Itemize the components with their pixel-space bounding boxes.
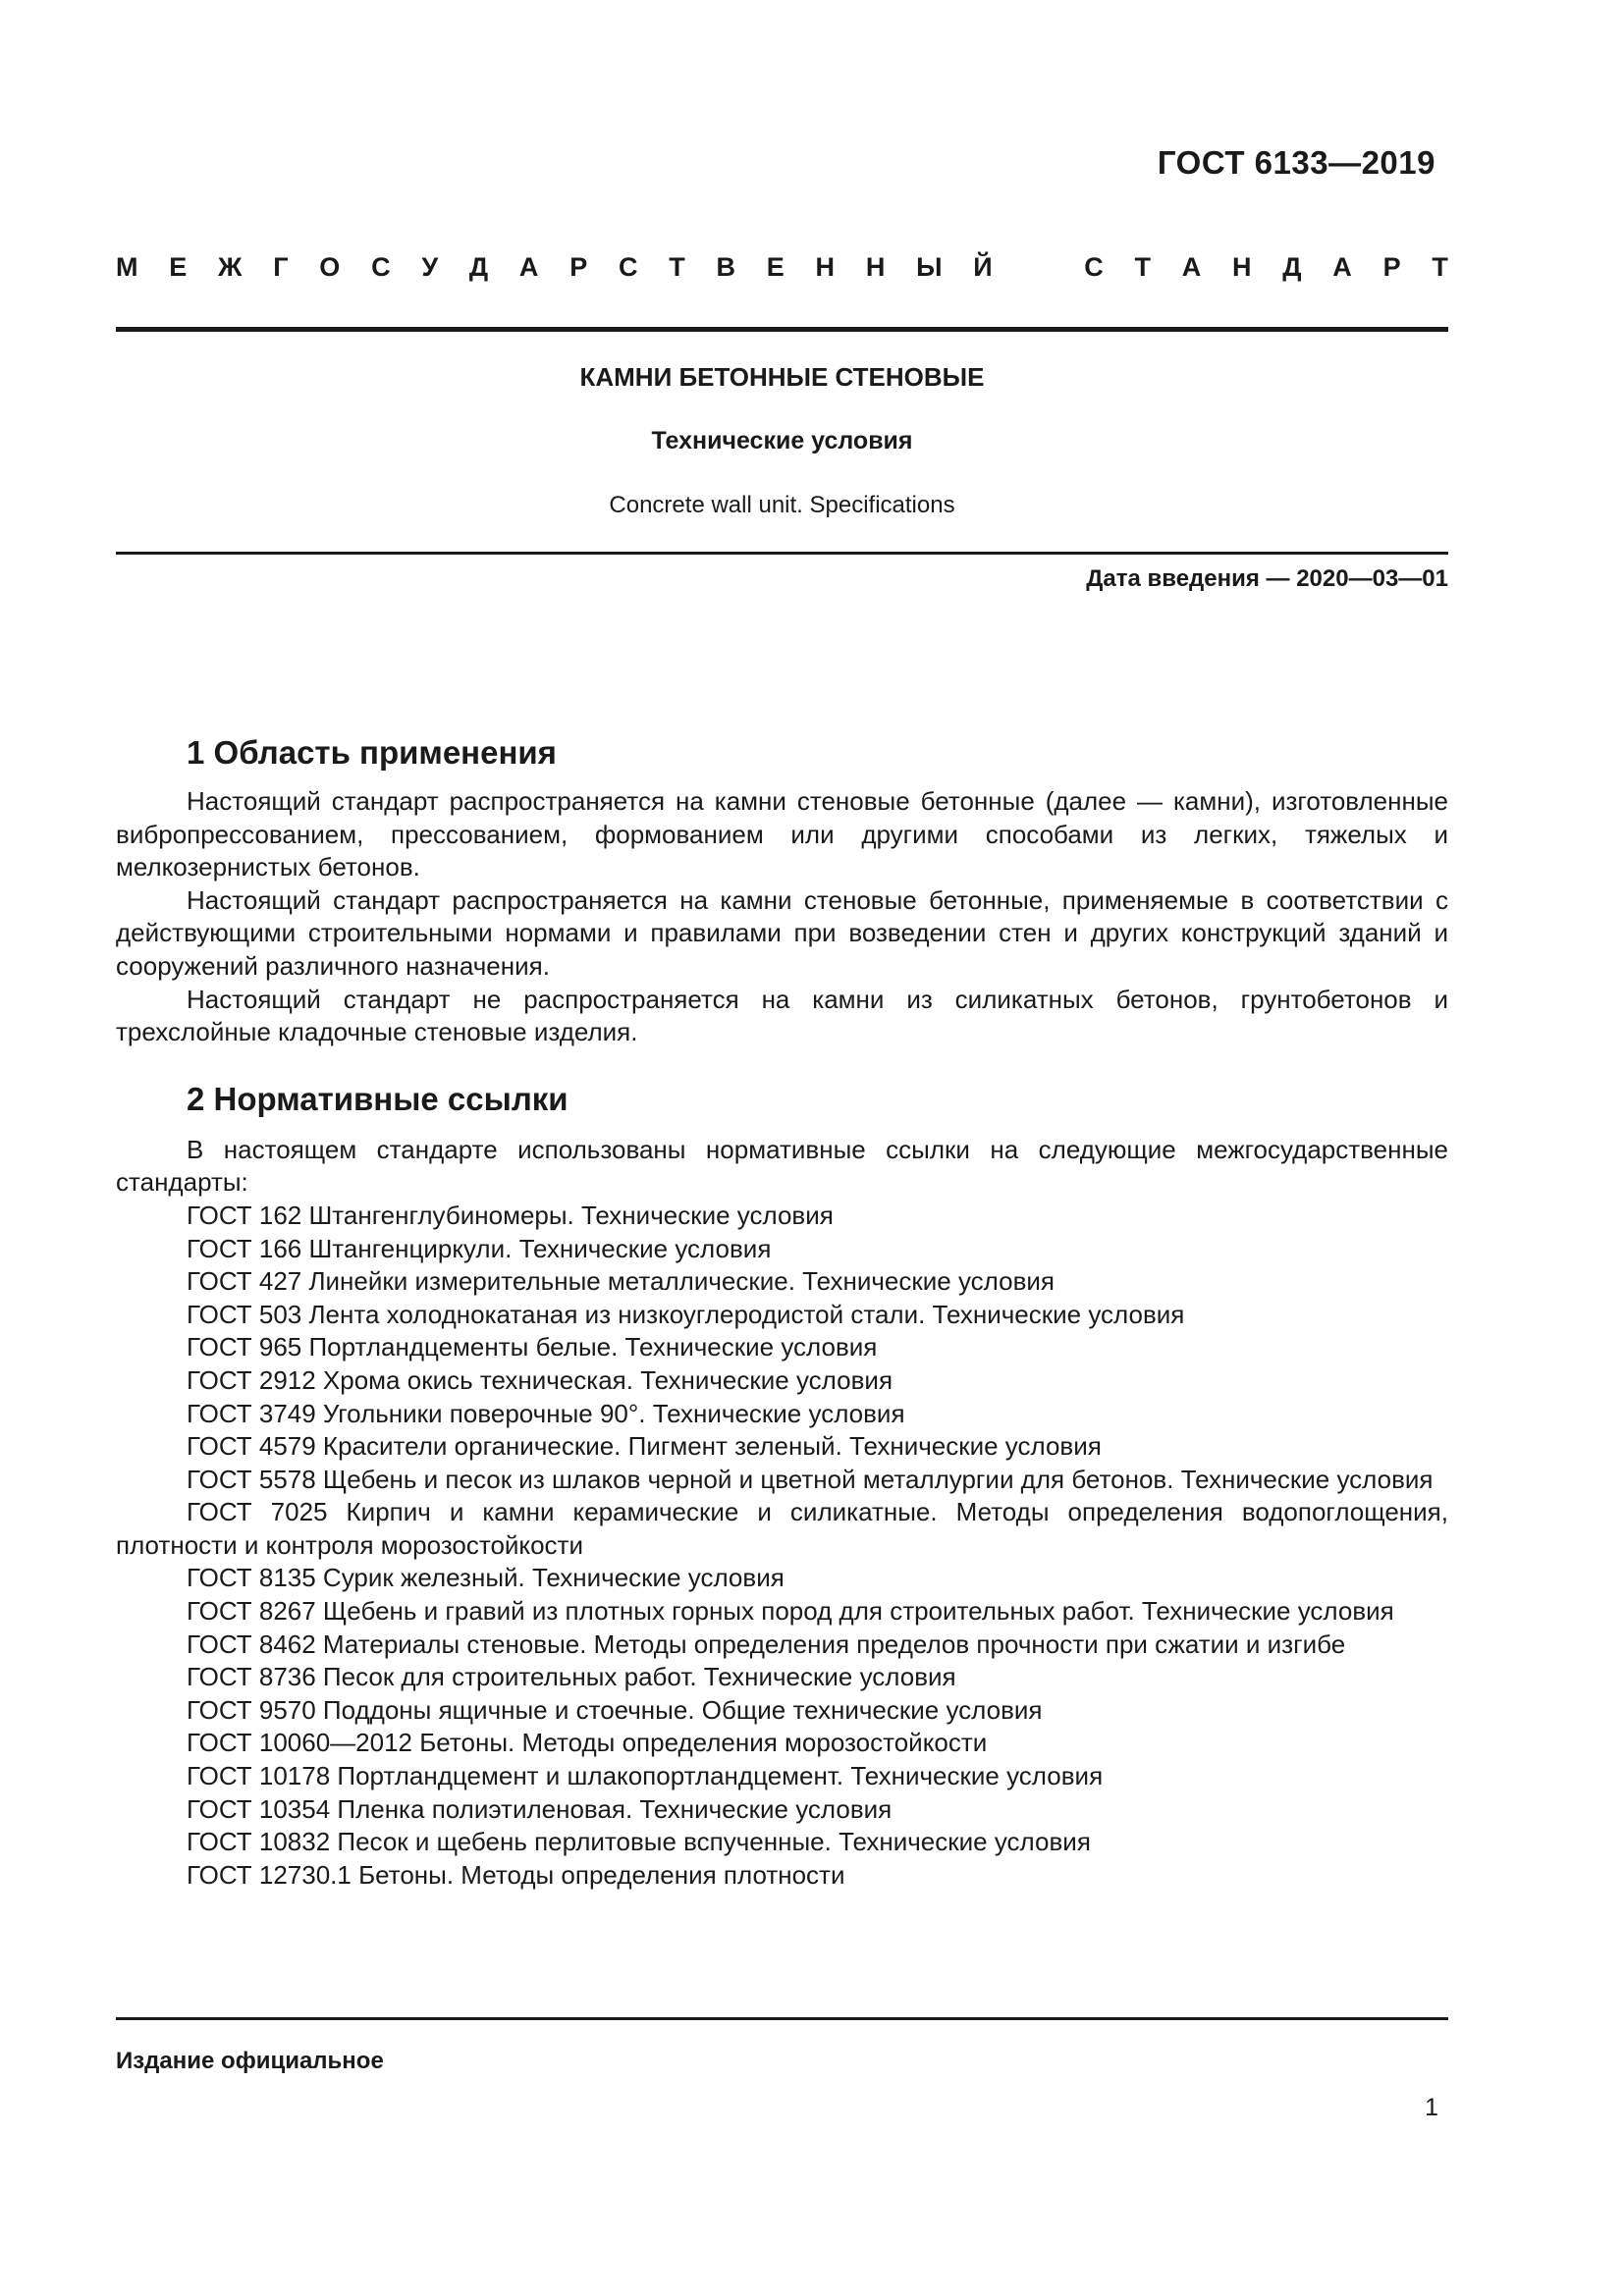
heading-letter: Н — [865, 252, 886, 282]
heading-letter: Н — [815, 252, 836, 282]
reference-item: ГОСТ 8736 Песок для строительных работ. Технические условия — [187, 1662, 956, 1692]
reference-item: ГОСТ 7025 Кирпич и камни керамические и силикатные. Методы определения водопоглощения, плотности и контроля морозостойкости — [116, 1497, 1448, 1560]
document-title-english: Concrete wall unit. Specifications — [609, 492, 955, 518]
reference-item: ГОСТ 12730.1 Бетоны. Методы определения плотности — [187, 1859, 845, 1890]
document-number: ГОСТ 6133—2019 — [1157, 144, 1435, 181]
heading-letter: О — [319, 252, 341, 282]
reference-item: ГОСТ 10354 Пленка полиэтиленовая. Технические условия — [187, 1793, 893, 1824]
heading-letter: Р — [1382, 252, 1401, 282]
document-subtitle: Технические условия — [651, 427, 913, 454]
heading-letter: М — [116, 252, 138, 282]
reference-item: ГОСТ 3749 Угольники поверочные 90°. Технические условия — [187, 1398, 905, 1428]
heading-letter: Т — [1134, 252, 1151, 282]
heading-letter: Е — [169, 252, 188, 282]
document-title: КАМНИ БЕТОННЫЕ СТЕНОВЫЕ — [579, 362, 985, 392]
heading-letter: Н — [1232, 252, 1252, 282]
heading-letter: В — [716, 252, 735, 282]
heading-letter: Д — [1282, 252, 1302, 282]
reference-item: ГОСТ 166 Штангенциркули. Технические условия — [187, 1233, 772, 1263]
reference-item: ГОСТ 8267 Щебень и гравий из плотных горных пород для строительных работ. Технические условия — [187, 1596, 1394, 1627]
reference-item: ГОСТ 9570 Поддоны ящичные и стоечные. Общие технические условия — [187, 1694, 1043, 1725]
heading-letter: А — [1181, 252, 1202, 282]
reference-item: ГОСТ 10832 Песок и щебень перлитовые вспученные. Технические условия — [187, 1827, 1091, 1857]
reference-list — [116, 1200, 1448, 1892]
heading-letter: С — [371, 252, 391, 282]
heading-letter: Е — [766, 252, 785, 282]
heading-letter: Т — [669, 252, 685, 282]
paragraph: Настоящий стандарт не распространяется на камни из силикатных бетонов, грунтобетонов и трехслойные кладочные стеновые изделия. — [116, 984, 1448, 1047]
heading-letter: Д — [468, 252, 489, 282]
heading-word-gap — [1023, 252, 1053, 283]
reference-item: ГОСТ 4579 Красители органические. Пигмент зеленый. Технические условия — [187, 1431, 1102, 1462]
heading-letter: Й — [973, 252, 993, 282]
heading-letter: Ж — [218, 252, 243, 282]
heading-letter: Р — [569, 252, 588, 282]
reference-item: ГОСТ 10060—2012 Бетоны. Методы определения морозостойкости — [187, 1728, 988, 1758]
reference-item: ГОСТ 503 Лента холоднокатаная из низкоуглеродистой стали. Технические условия — [187, 1299, 1185, 1329]
introduction-date: Дата введения — 2020—03—01 — [1086, 565, 1448, 592]
reference-item: ГОСТ 427 Линейки измерительные металлические. Технические условия — [187, 1266, 1055, 1297]
heading-letter: Г — [273, 252, 289, 282]
paragraph: В настоящем стандарте использованы нормативные ссылки на следующие межгосударственные стандарты: — [116, 1134, 1448, 1198]
reference-item: ГОСТ 5578 Щебень и песок из шлаков черной и цветной металлургии для бетонов. Технические условия — [187, 1464, 1434, 1494]
title-rule — [116, 552, 1448, 555]
reference-item: ГОСТ 10178 Портландцемент и шлакопортландцемент. Технические условия — [187, 1761, 1104, 1791]
reference-item: ГОСТ 965 Портландцементы белые. Технические условия — [187, 1332, 878, 1362]
reference-item: ГОСТ 8135 Сурик железный. Технические условия — [187, 1563, 785, 1593]
standard-type-heading — [116, 252, 1448, 283]
heading-letter: Ы — [916, 252, 943, 282]
footer-rule — [116, 2017, 1448, 2020]
paragraph: Настоящий стандарт распространяется на камни стеновые бетонные (далее — камни), изготовленные вибропрессованием, прессованием, формованием или другими способами из легких, тяжелых и мелкозернистых бетонов. — [116, 786, 1448, 882]
section-heading: 2 Нормативные ссылки — [187, 1080, 568, 1117]
heading-letter: С — [1084, 252, 1104, 282]
page-number: 1 — [1425, 2094, 1438, 2121]
section-heading: 1 Область применения — [187, 734, 557, 771]
heading-letter: Т — [1432, 252, 1448, 282]
heading-letter: У — [421, 252, 439, 282]
paragraph: Настоящий стандарт распространяется на камни стеновые бетонные, применяемые в соответствии с действующими строительными нормами и правилами при возведении стен и других конструкций зданий и сооружений различного назначения. — [116, 884, 1448, 981]
reference-item: ГОСТ 2912 Хрома окись техническая. Технические условия — [187, 1364, 893, 1395]
heading-letter: А — [518, 252, 539, 282]
header-rule — [116, 327, 1448, 332]
heading-letter: А — [1332, 252, 1352, 282]
reference-item: ГОСТ 162 Штангенглубиномеры. Технические условия — [187, 1200, 834, 1230]
heading-letter: С — [618, 252, 638, 282]
document-body — [116, 728, 1448, 1892]
edition-label: Издание официальное — [116, 2048, 384, 2074]
reference-item: ГОСТ 8462 Материалы стеновые. Методы определения пределов прочности при сжатии и изгибе — [187, 1629, 1346, 1659]
